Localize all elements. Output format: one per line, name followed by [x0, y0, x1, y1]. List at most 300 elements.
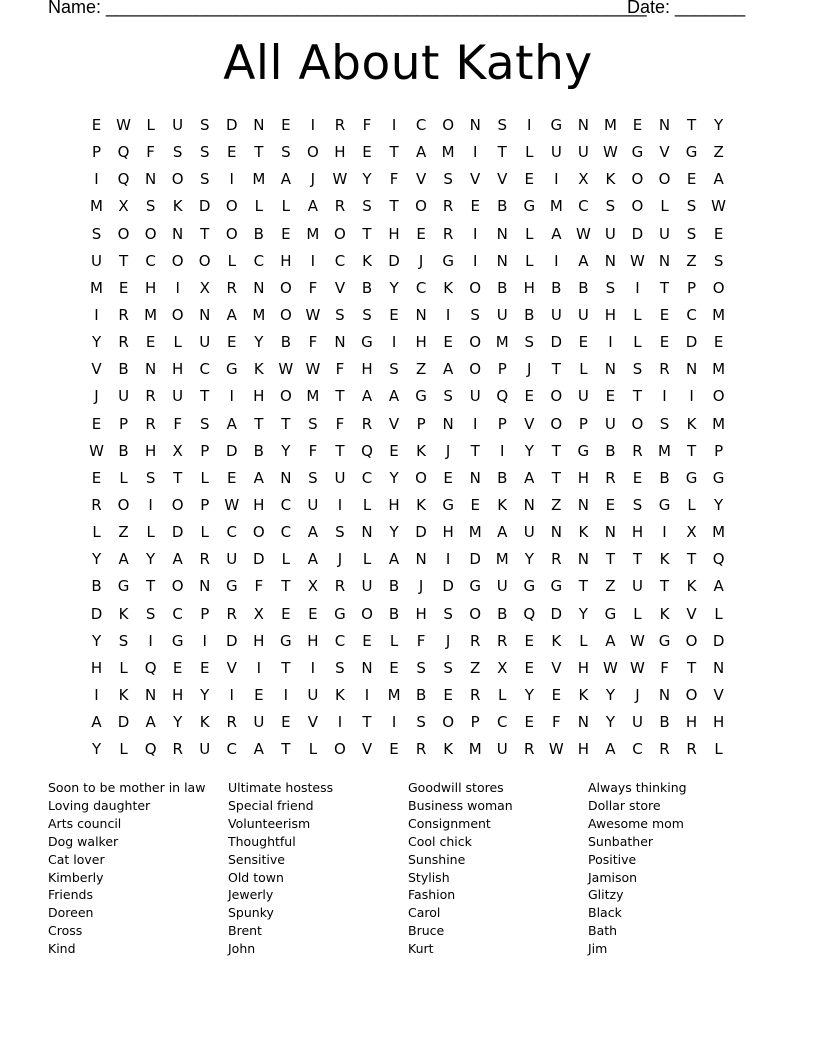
word-list: [48, 779, 768, 959]
grid-letter: H: [442, 523, 454, 542]
grid-letter: D: [388, 251, 400, 270]
grid-letter: W: [278, 360, 294, 379]
grid-letter: K: [659, 604, 670, 623]
grid-letter: T: [118, 251, 129, 270]
grid-letter: U: [550, 143, 562, 162]
grid-letter: W: [224, 495, 240, 514]
grid-letter: A: [578, 251, 589, 270]
grid-letter: Y: [524, 685, 534, 704]
grid-letter: O: [225, 197, 238, 216]
grid-letter: Q: [496, 387, 509, 406]
grid-letter: T: [200, 224, 210, 243]
grid-letter: O: [631, 414, 644, 433]
grid-letter: O: [171, 251, 184, 270]
grid-letter: H: [712, 713, 725, 732]
grid-letter: L: [200, 468, 209, 487]
grid-letter: W: [332, 170, 348, 189]
grid-letter: T: [659, 577, 670, 596]
grid-letter: E: [605, 495, 616, 514]
grid-letter: B: [253, 441, 264, 460]
grid-letter: F: [173, 414, 182, 433]
grid-letter: Q: [117, 143, 130, 162]
grid-letter: M: [549, 197, 563, 216]
grid-letter: V: [226, 658, 237, 677]
grid-letter: C: [334, 631, 346, 650]
grid-letter: G: [415, 387, 427, 406]
grid-letter: L: [92, 523, 101, 542]
grid-letter: F: [254, 577, 264, 596]
grid-letter: F: [308, 278, 318, 297]
grid-letter: O: [469, 360, 482, 379]
grid-letter: C: [415, 278, 427, 297]
grid-letter: T: [551, 360, 561, 379]
grid-letter: L: [498, 685, 507, 704]
grid-letter: I: [229, 685, 234, 704]
grid-letter: Z: [605, 577, 616, 596]
grid-letter: A: [524, 468, 535, 487]
grid-letter: I: [256, 658, 262, 677]
grid-letter: P: [200, 604, 210, 623]
grid-letter: P: [200, 495, 210, 514]
grid-letter: G: [712, 468, 725, 487]
grid-letter: R: [497, 631, 508, 650]
grid-letter: N: [658, 116, 671, 134]
grid-letter: A: [388, 387, 400, 406]
grid-letter: N: [199, 577, 211, 596]
grid-letter: H: [253, 631, 265, 650]
word-list-item: Kind: [48, 941, 76, 957]
grid-letter: V: [551, 658, 562, 677]
grid-letter: B: [551, 278, 562, 297]
grid-letter: R: [415, 740, 427, 759]
grid-letter: S: [443, 604, 453, 623]
grid-letter: T: [281, 414, 291, 433]
grid-letter: T: [686, 550, 697, 569]
grid-letter: I: [364, 685, 370, 704]
grid-letter: M: [252, 305, 266, 324]
grid-letter: S: [416, 713, 426, 732]
grid-letter: F: [146, 143, 155, 162]
grid-letter: O: [252, 523, 265, 542]
grid-letter: S: [632, 360, 643, 379]
grid-letter: P: [416, 414, 426, 433]
grid-letter: T: [254, 143, 264, 162]
grid-letter: D: [550, 604, 563, 623]
grid-letter: K: [443, 278, 454, 297]
grid-letter: D: [550, 333, 563, 352]
grid-letter: Q: [144, 740, 157, 759]
grid-letter: O: [442, 116, 455, 134]
grid-letter: M: [90, 197, 103, 216]
grid-letter: X: [253, 604, 264, 623]
word-list-item: Jewerly: [228, 887, 274, 903]
grid-letter: Q: [712, 550, 725, 569]
grid-letter: O: [144, 224, 157, 243]
grid-letter: W: [602, 143, 618, 162]
grid-letter: H: [415, 604, 427, 623]
grid-letter: S: [145, 468, 156, 487]
grid-letter: S: [145, 197, 156, 216]
grid-letter: U: [659, 224, 670, 243]
grid-letter: E: [281, 604, 291, 623]
grid-letter: A: [226, 305, 237, 324]
grid-letter: I: [472, 414, 478, 433]
grid-letter: G: [658, 631, 671, 650]
grid-letter: G: [171, 631, 184, 650]
grid-letter: N: [145, 170, 157, 189]
word-list-item: Dollar store: [588, 797, 661, 813]
grid-letter: G: [658, 495, 671, 514]
grid-letter: N: [280, 468, 292, 487]
word-list-item: Thoughtful: [228, 833, 296, 849]
grid-letter: C: [280, 495, 292, 514]
word-list-item: Sunshine: [408, 851, 466, 867]
grid-letter: K: [253, 360, 264, 379]
grid-letter: E: [389, 658, 399, 677]
grid-letter: O: [306, 143, 319, 162]
grid-letter: H: [280, 251, 292, 270]
grid-letter: C: [199, 360, 210, 379]
grid-letter: V: [334, 278, 346, 297]
grid-letter: N: [658, 685, 671, 704]
grid-letter: G: [631, 143, 644, 162]
grid-letter: Y: [146, 550, 156, 569]
grid-letter: M: [712, 360, 726, 379]
grid-letter: R: [632, 441, 643, 460]
grid-letter: Q: [361, 441, 373, 460]
grid-letter: Q: [523, 604, 536, 623]
grid-letter: L: [119, 658, 128, 677]
grid-letter: S: [443, 658, 453, 677]
grid-letter: H: [577, 658, 589, 677]
grid-letter: J: [418, 251, 424, 270]
grid-letter: X: [118, 197, 129, 216]
grid-letter: U: [604, 414, 616, 433]
grid-letter: U: [118, 387, 130, 406]
grid-letter: K: [443, 740, 454, 759]
grid-letter: U: [226, 550, 238, 569]
grid-letter: L: [525, 143, 534, 162]
grid-letter: N: [442, 414, 454, 433]
grid-letter: A: [172, 550, 183, 569]
grid-letter: H: [172, 360, 184, 379]
grid-letter: H: [144, 441, 157, 460]
grid-letter: C: [145, 251, 156, 270]
grid-letter: O: [334, 740, 346, 759]
grid-letter: K: [605, 170, 616, 189]
grid-letter: T: [362, 224, 372, 243]
grid-letter: K: [335, 685, 345, 704]
grid-letter: E: [254, 685, 264, 704]
grid-letter: H: [253, 387, 265, 406]
grid-letter: E: [118, 278, 129, 297]
word-list-item: Kurt: [408, 941, 434, 957]
grid-letter: Y: [91, 333, 102, 352]
grid-letter: B: [388, 577, 400, 596]
grid-letter: O: [117, 495, 130, 514]
grid-letter: C: [280, 523, 292, 542]
grid-letter: F: [308, 333, 318, 352]
grid-letter: W: [630, 631, 645, 650]
grid-letter: T: [632, 550, 643, 569]
grid-letter: E: [659, 305, 670, 324]
grid-letter: Y: [605, 713, 615, 732]
grid-letter: U: [631, 713, 643, 732]
grid-letter: T: [470, 441, 480, 460]
grid-letter: I: [445, 550, 451, 569]
grid-letter: L: [362, 495, 372, 514]
grid-letter: N: [469, 116, 481, 134]
grid-letter: F: [335, 360, 345, 379]
word-list-item: Special friend: [228, 797, 314, 813]
grid-letter: S: [91, 224, 102, 243]
grid-letter: E: [470, 197, 480, 216]
grid-letter: K: [118, 685, 129, 704]
grid-letter: H: [685, 713, 698, 732]
grid-letter: J: [635, 685, 640, 704]
word-list-item: Brent: [228, 923, 262, 939]
grid-letter: C: [632, 740, 643, 759]
grid-letter: V: [713, 685, 724, 704]
grid-letter: I: [94, 305, 99, 324]
grid-letter: O: [415, 468, 427, 487]
word-list-item: Old town: [228, 869, 284, 885]
grid-letter: I: [608, 333, 613, 352]
word-list-item: Cool chick: [408, 833, 472, 849]
grid-letter: K: [199, 713, 210, 732]
grid-letter: C: [226, 523, 237, 542]
grid-letter: U: [253, 713, 265, 732]
grid-letter: H: [388, 224, 400, 243]
grid-letter: C: [172, 604, 183, 623]
grid-letter: O: [442, 713, 455, 732]
grid-letter: G: [604, 604, 617, 623]
grid-letter: Z: [551, 495, 562, 514]
grid-letter: S: [686, 197, 697, 216]
grid-letter: A: [145, 713, 156, 732]
grid-letter: O: [469, 333, 482, 352]
grid-letter: I: [310, 251, 316, 270]
grid-letter: U: [172, 387, 184, 406]
grid-letter: U: [550, 305, 562, 324]
grid-letter: I: [500, 441, 505, 460]
grid-letter: R: [469, 631, 481, 650]
grid-letter: U: [91, 251, 103, 270]
grid-letter: V: [524, 414, 535, 433]
grid-letter: E: [362, 143, 372, 162]
grid-letter: A: [307, 523, 319, 542]
grid-letter: Y: [714, 495, 724, 514]
word-list-item: Positive: [588, 851, 637, 867]
grid-letter: S: [308, 414, 318, 433]
grid-letter: R: [551, 550, 562, 569]
grid-letter: E: [713, 333, 724, 352]
grid-letter: N: [253, 278, 265, 297]
grid-letter: S: [605, 197, 616, 216]
grid-letter: T: [551, 468, 561, 487]
grid-letter: T: [200, 387, 210, 406]
grid-letter: O: [631, 170, 644, 189]
grid-letter: O: [712, 278, 725, 297]
grid-letter: E: [524, 170, 535, 189]
grid-letter: E: [524, 713, 535, 732]
grid-letter: R: [226, 713, 237, 732]
grid-letter: L: [579, 360, 588, 379]
grid-letter: N: [415, 550, 427, 569]
grid-letter: N: [577, 116, 589, 134]
grid-letter: P: [497, 414, 507, 433]
grid-letter: T: [362, 713, 372, 732]
grid-letter: N: [550, 523, 562, 542]
grid-letter: B: [497, 468, 508, 487]
word-list-item: Sunbather: [588, 833, 654, 849]
grid-letter: D: [253, 550, 265, 569]
grid-letter: Y: [389, 278, 399, 297]
grid-letter: N: [712, 658, 725, 677]
grid-letter: E: [659, 333, 670, 352]
grid-letter: I: [635, 278, 640, 297]
grid-letter: F: [552, 713, 561, 732]
grid-letter: R: [118, 333, 129, 352]
grid-letter: D: [442, 577, 454, 596]
grid-letter: R: [334, 197, 346, 216]
grid-letter: Z: [470, 658, 481, 677]
word-list-column: [228, 779, 408, 958]
grid-letter: D: [225, 116, 238, 134]
grid-letter: G: [361, 333, 373, 352]
grid-letter: A: [253, 740, 264, 759]
grid-letter: N: [145, 685, 157, 704]
grid-letter: U: [307, 685, 319, 704]
grid-letter: E: [578, 333, 589, 352]
grid-letter: M: [387, 685, 401, 704]
grid-letter: D: [198, 197, 211, 216]
grid-letter: R: [226, 604, 237, 623]
grid-letter: R: [659, 360, 670, 379]
grid-letter: G: [334, 604, 346, 623]
word-search-grid: [83, 112, 732, 763]
grid-letter: L: [281, 197, 291, 216]
grid-letter: E: [524, 387, 535, 406]
grid-letter: E: [91, 116, 102, 134]
word-list-column: [48, 779, 228, 958]
grid-letter: V: [659, 143, 670, 162]
grid-letter: X: [307, 577, 319, 596]
grid-letter: M: [144, 305, 158, 324]
grid-letter: L: [525, 251, 534, 270]
grid-letter: K: [659, 550, 670, 569]
grid-letter: A: [713, 577, 724, 596]
grid-letter: G: [117, 577, 130, 596]
grid-letter: G: [442, 495, 454, 514]
grid-letter: M: [495, 550, 509, 569]
grid-letter: K: [416, 441, 426, 460]
grid-letter: F: [335, 414, 345, 433]
grid-letter: P: [200, 441, 210, 460]
grid-letter: D: [171, 523, 184, 542]
grid-letter: B: [659, 468, 670, 487]
grid-letter: I: [175, 278, 180, 297]
grid-letter: T: [659, 278, 670, 297]
grid-letter: Y: [254, 333, 264, 352]
grid-letter: U: [172, 116, 184, 134]
grid-letter: O: [685, 685, 698, 704]
grid-letter: I: [310, 116, 316, 134]
grid-letter: A: [551, 224, 562, 243]
grid-letter: O: [550, 387, 563, 406]
grid-letter: I: [662, 387, 667, 406]
grid-letter: A: [497, 523, 508, 542]
grid-letter: R: [686, 740, 697, 759]
grid-letter: U: [604, 224, 616, 243]
grid-letter: Y: [578, 604, 588, 623]
grid-letter: M: [712, 414, 726, 433]
grid-letter: N: [523, 495, 535, 514]
grid-letter: D: [685, 333, 698, 352]
grid-letter: E: [172, 658, 183, 677]
grid-letter: U: [577, 143, 589, 162]
grid-letter: E: [389, 305, 399, 324]
grid-letter: A: [307, 197, 319, 216]
grid-letter: W: [116, 116, 131, 134]
grid-letter: H: [253, 495, 265, 514]
grid-letter: K: [362, 251, 372, 270]
grid-letter: E: [362, 631, 372, 650]
grid-letter: M: [252, 170, 266, 189]
grid-letter: S: [470, 305, 480, 324]
grid-letter: G: [685, 143, 698, 162]
word-list-item: Sensitive: [228, 851, 285, 867]
grid-letter: G: [442, 251, 454, 270]
word-list-item: Jim: [588, 941, 608, 957]
grid-letter: H: [388, 495, 400, 514]
grid-letter: E: [443, 685, 453, 704]
word-list-item: Soon to be mother in law: [48, 780, 206, 795]
grid-letter: B: [280, 333, 291, 352]
grid-letter: I: [662, 523, 667, 542]
grid-letter: T: [281, 740, 291, 759]
word-list-item: Bruce: [408, 923, 445, 939]
grid-letter: S: [335, 305, 345, 324]
grid-letter: F: [308, 441, 318, 460]
grid-letter: E: [308, 604, 318, 623]
word-list-item: Cat lover: [48, 851, 105, 867]
grid-letter: W: [575, 224, 591, 243]
grid-letter: I: [527, 116, 532, 134]
grid-letter: U: [334, 468, 346, 487]
grid-letter: V: [361, 740, 373, 759]
grid-letter: C: [334, 251, 346, 270]
grid-letter: D: [90, 604, 103, 623]
grid-letter: S: [199, 170, 210, 189]
grid-letter: T: [389, 143, 399, 162]
grid-letter: L: [200, 523, 209, 542]
grid-letter: R: [145, 414, 156, 433]
grid-letter: I: [689, 387, 694, 406]
grid-letter: N: [172, 224, 184, 243]
grid-letter: T: [686, 116, 697, 134]
grid-letter: I: [472, 143, 478, 162]
grid-letter: E: [227, 143, 237, 162]
grid-letter: O: [685, 631, 698, 650]
word-list-item: Consignment: [408, 815, 491, 831]
grid-letter: S: [524, 333, 535, 352]
grid-letter: R: [118, 305, 129, 324]
word-list-item: Arts council: [48, 815, 122, 831]
grid-letter: L: [633, 333, 642, 352]
grid-letter: V: [415, 170, 427, 189]
word-list-item: Volunteerism: [228, 815, 311, 831]
